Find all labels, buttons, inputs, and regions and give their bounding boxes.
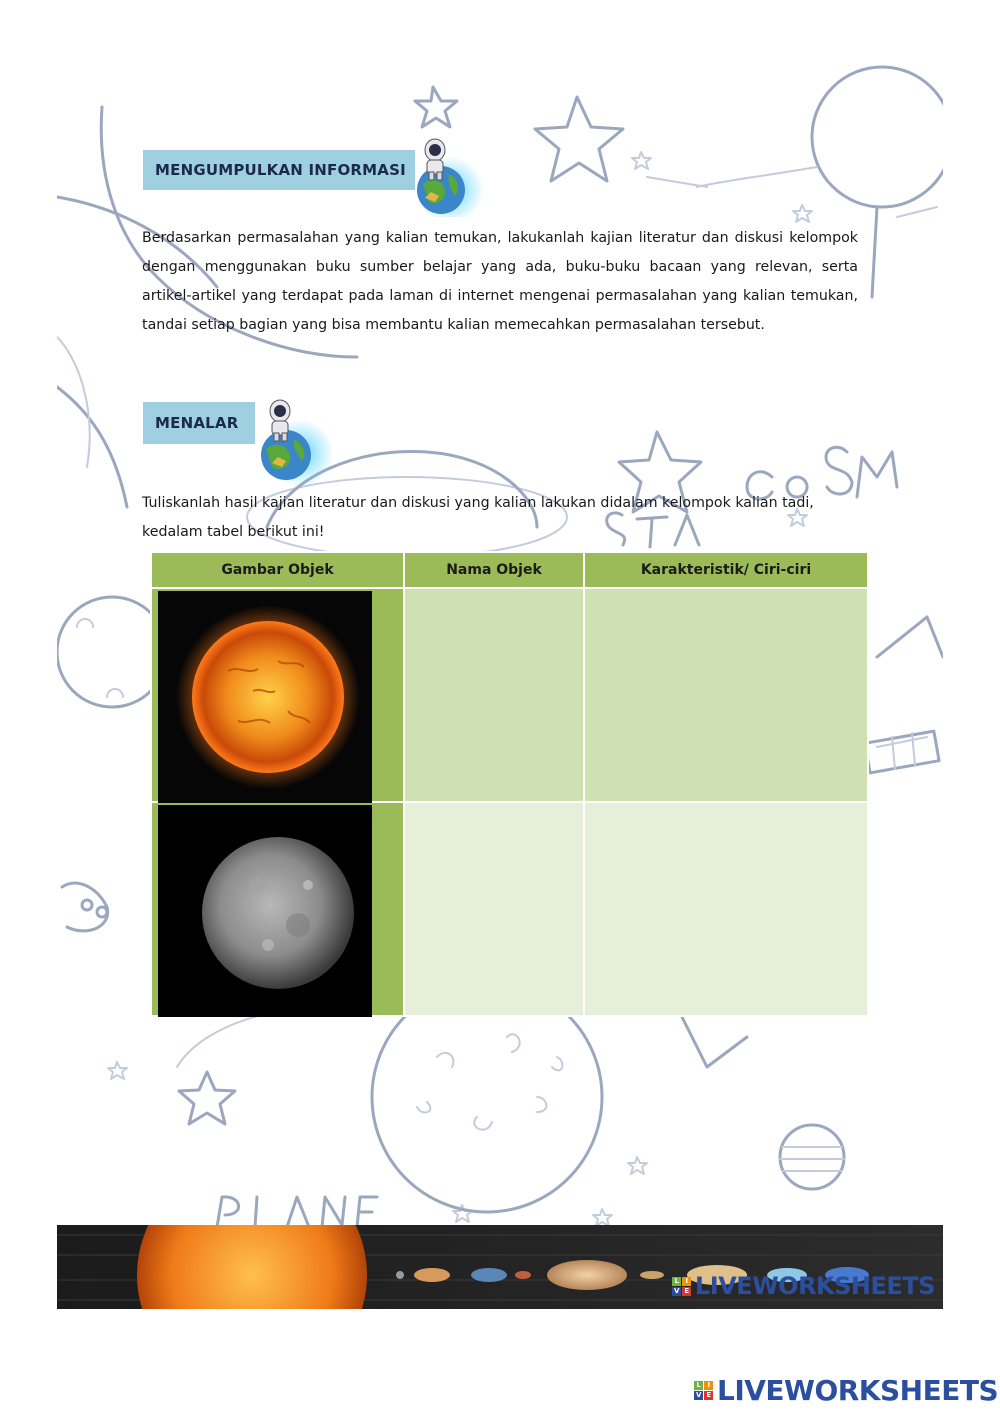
image-cell — [151, 588, 404, 802]
section-heading-menalar: MENALAR — [143, 402, 255, 444]
table-row — [151, 802, 868, 1016]
header-karakteristik: Karakteristik/ Ciri-ciri — [584, 552, 868, 588]
section2-paragraph: Tuliskanlah hasil kajian literatur dan diskusi yang kalian lakukan didalam kelompok kalian tadi, kedalam tabel berikut ini! — [142, 495, 814, 540]
mercury-image — [158, 805, 372, 1017]
table-header-row — [151, 552, 868, 588]
karakteristik-cell[interactable] — [584, 802, 868, 1016]
liveworksheets-logo-banner — [672, 1272, 935, 1300]
liveworksheets-logo-footer[interactable] — [694, 1374, 998, 1407]
astronaut-on-globe-icon — [405, 132, 495, 217]
astronaut-on-globe-icon — [250, 395, 340, 485]
brand-name: LIVEWORKSHEETS — [717, 1374, 999, 1407]
nama-objek-cell[interactable] — [404, 588, 584, 802]
table-row — [151, 588, 868, 802]
liveworksheets-logo-icon: L I V E — [694, 1381, 713, 1400]
object-table — [150, 551, 869, 1017]
image-cell — [151, 802, 404, 1016]
sun-image — [158, 591, 372, 803]
section1-paragraph: Berdasarkan permasalahan yang kalian temukan, lakukanlah kajian literatur dan diskusi kelompok dengan menggunakan buku sumber belajar yang ada, buku-buku bacaan yang relevan, serta artikel-artikel yang terdapat pada laman di internet mengenai permasalahan yang kalian temukan, tandai setiap bagian yang bisa membantu kalian memecahkan permasalahan tersebut. — [142, 230, 858, 333]
header-nama-objek: Nama Objek — [404, 552, 584, 588]
karakteristik-cell[interactable] — [584, 588, 868, 802]
nama-objek-cell[interactable] — [404, 802, 584, 1016]
header-gambar-objek: Gambar Objek — [151, 552, 404, 588]
section-heading-mengumpulkan-informasi: MENGUMPULKAN INFORMASI — [143, 150, 415, 190]
brand-name: LIVEWORKSHEETS — [695, 1272, 935, 1300]
liveworksheets-logo-icon: L I V E — [672, 1277, 691, 1296]
